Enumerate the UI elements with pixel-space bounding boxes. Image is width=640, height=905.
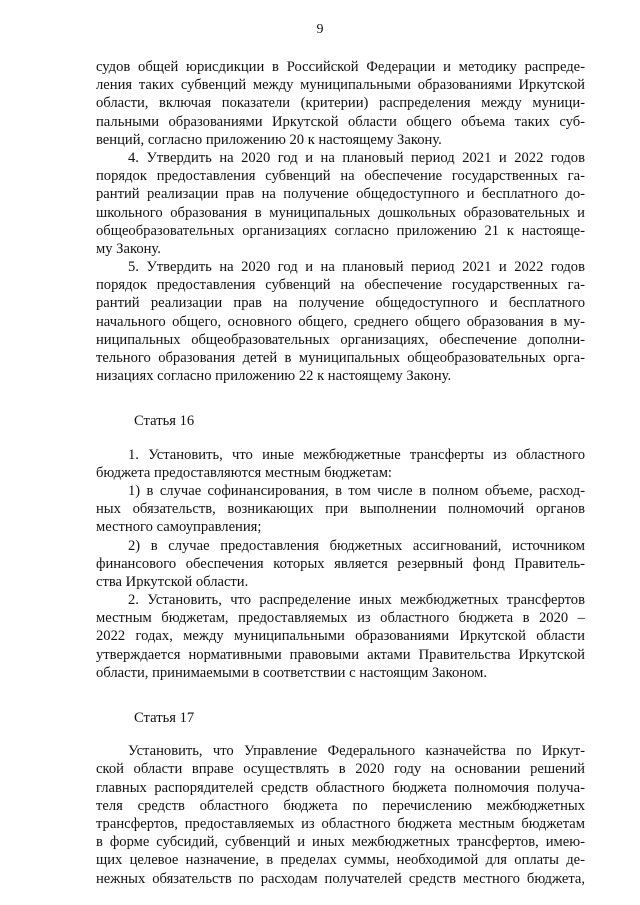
paragraph [96, 58, 585, 149]
text-line: местного самоуправления; [96, 519, 262, 536]
text-line: низациях согласно приложению 22 к настоящему Закону. [96, 368, 452, 385]
text-line: общеобразовательных организациях согласно приложению 21 к настояще- [96, 222, 585, 239]
text-line: рантий реализации прав на получение общедоступного и бесплатного [96, 295, 585, 312]
text-line: 4. Утвердить на 2020 год и на плановый период 2021 и 2022 годов [128, 149, 585, 166]
page-number: 9 [316, 22, 324, 37]
text-line: в форме субсидий, субвенций и иных межбюджетных трансфертов, имею- [96, 834, 585, 851]
paragraph [96, 742, 585, 888]
text-line: ства Иркутской области. [96, 573, 249, 590]
text-line: венций, согласно приложению 20 к настоящему Закону. [96, 131, 442, 148]
article-heading: Статья 16 [134, 413, 195, 430]
text-line: 1) в случае софинансирования, в том числе в полном объеме, расход- [128, 482, 585, 499]
text-line: порядок предоставления субвенций на обеспечение государственных га- [96, 277, 585, 294]
text-line: школьного образования в муниципальных дошкольных образовательных и [96, 204, 585, 221]
text-line: теля средств областного бюджета по перечислению межбюджетных [96, 797, 585, 814]
paragraph [96, 258, 585, 385]
paragraph [96, 591, 585, 682]
text-line: главных распорядителей средств областного бюджета полномочия получа- [96, 779, 585, 796]
text-line: ниципальных общеобразовательных организациях, обеспечение дополни- [96, 331, 585, 348]
paragraph [96, 149, 585, 258]
text-line: 2. Установить, что распределение иных межбюджетных трансфертов [128, 592, 585, 609]
spacer [96, 431, 585, 446]
text-line: 2022 годах, между муниципальными образованиями Иркутской области [96, 628, 585, 645]
text-line: области, принимаемыми в соответствии с настоящим Законом. [96, 664, 487, 681]
text-line: 2) в случае предоставления бюджетных ассигнований, источником [128, 537, 585, 554]
paragraph [96, 482, 585, 537]
text-line: Установить, что Управление Федерального казначейства по Иркут- [128, 743, 585, 760]
text-line: ской области вправе осуществлять в 2020 году на основании решений [96, 761, 585, 778]
document-body [96, 58, 585, 888]
article-heading: Статья 17 [134, 710, 195, 726]
text-line: ных обязательств, возникающих при выполнении полномочий органов [96, 501, 585, 518]
text-line: му Закону. [96, 240, 161, 257]
text-line: тельного образования детей в муниципальных общеобразовательных орга- [96, 350, 585, 366]
text-line: щих целевое назначение, в пределах суммы, необходимой для оплаты де- [96, 852, 585, 869]
text-line: 1. Установить, что иные межбюджетные трансферты из областного [128, 446, 585, 463]
text-line: порядок предоставления субвенций на обеспечение государственных га- [96, 168, 585, 185]
text-line: 5. Утвердить на 2020 год и на плановый период 2021 и 2022 годов [128, 259, 585, 276]
text-line: рантий реализации прав на получение общедоступного и бесплатного до- [96, 186, 585, 203]
text-line: трансфертов, предоставляемых из областного бюджета местным бюджетам [96, 815, 585, 832]
paragraph [96, 446, 585, 482]
text-line: области, включая показатели (критерии) распределения между муници- [96, 95, 585, 112]
text-line: финансового обеспечения которых является резервный фонд Правитель- [96, 555, 585, 572]
text-line: пальными образованиями Иркутской области общего объема таких суб- [96, 113, 585, 130]
paragraph [96, 537, 585, 592]
text-line: местным бюджетам, предоставляемых из областного бюджета в 2020 – [96, 610, 585, 627]
text-line: судов общей юрисдикции в Российской Федерации и методику распреде- [96, 59, 585, 75]
text-line: бюджета предоставляются местным бюджетам: [96, 464, 392, 481]
spacer [96, 682, 585, 709]
text-line: нежных обязательств по расходам получателей средств местного бюджета, [96, 870, 585, 887]
text-line: начального общего, основного общего, среднего общего образования в му- [96, 313, 585, 330]
text-line: ления таких субвенций между муниципальными образованиями Иркутской [96, 77, 585, 94]
spacer [96, 727, 585, 742]
spacer [96, 385, 585, 412]
text-line: утверждается нормативными правовыми актами Правительства Иркутской [96, 646, 585, 663]
